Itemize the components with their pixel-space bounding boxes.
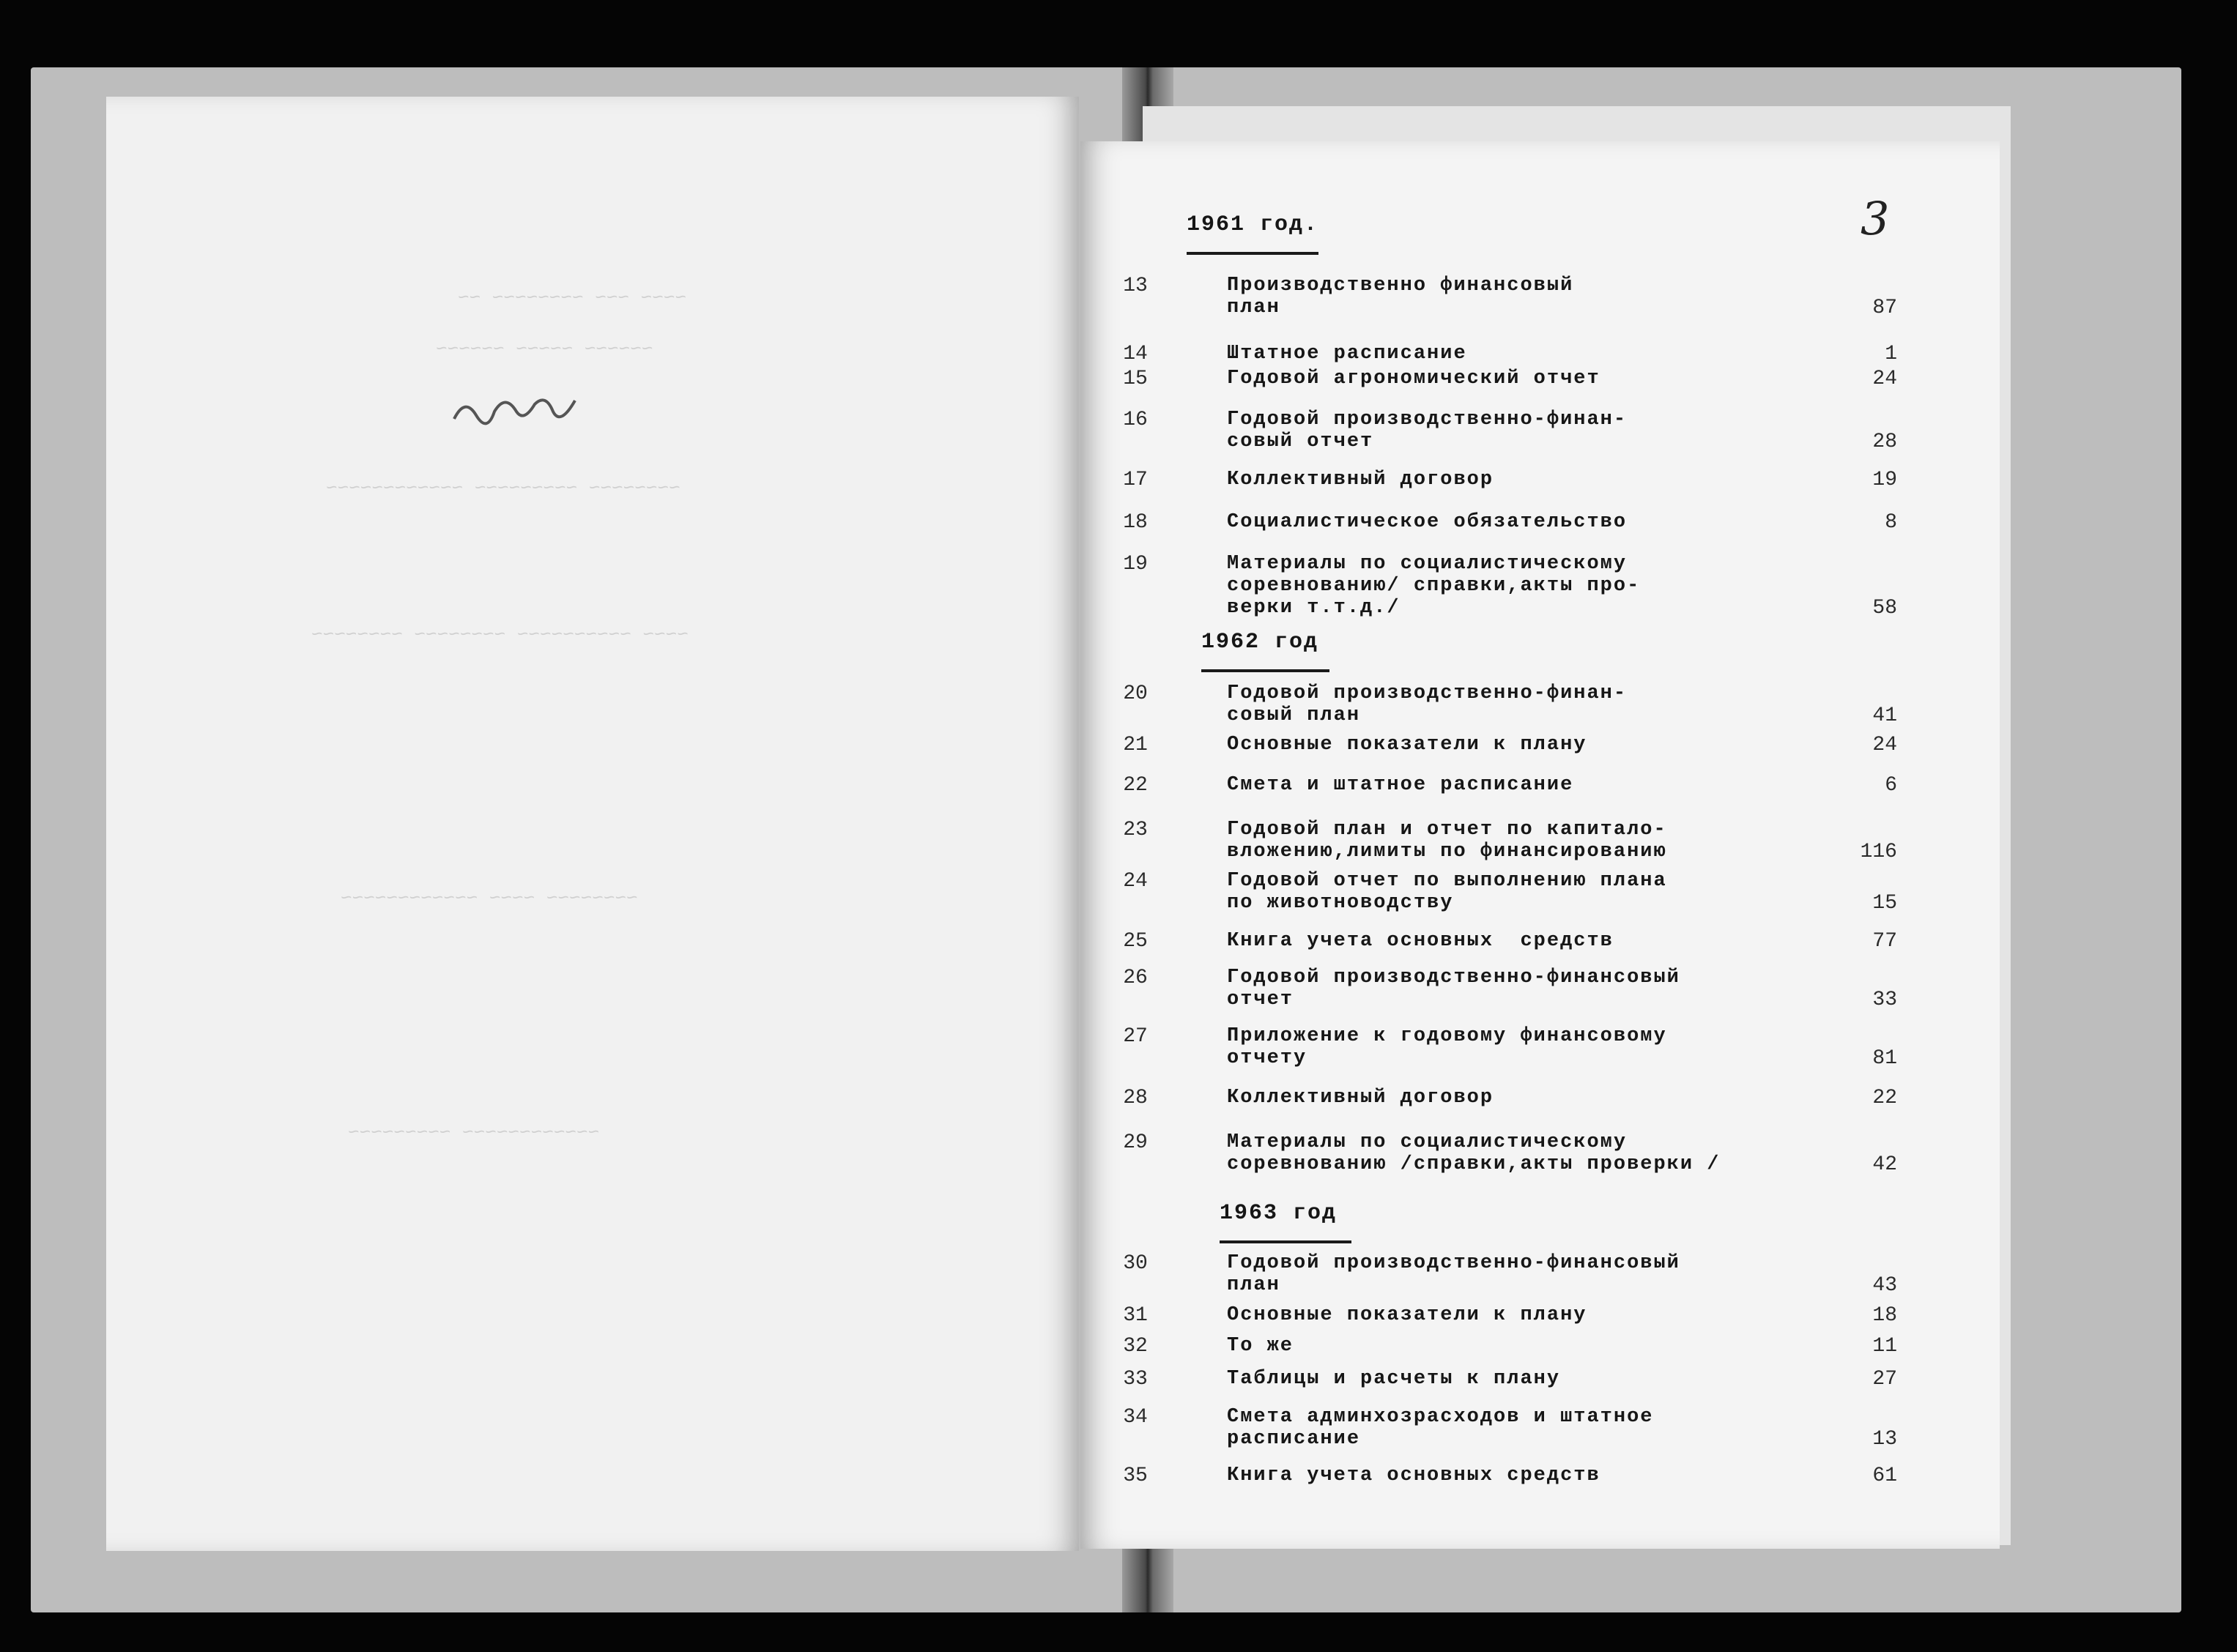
entry-title: Смета админхозрасходов и штатное расписание [1227,1406,1654,1450]
entry-title: Годовой производственно-финан- совый план [1227,682,1628,726]
entry-number: 13 [1123,275,1148,297]
entry-number: 15 [1123,368,1148,390]
entry-page-count: 116 [1860,841,1897,863]
entry-number: 34 [1123,1406,1148,1429]
entry-title: Социалистическое обязательство [1227,511,1628,533]
entry-number: 19 [1123,553,1148,576]
entry-number: 30 [1123,1252,1148,1275]
entry-number: 32 [1123,1335,1148,1358]
entry-page-count: 61 [1872,1465,1897,1487]
entry-number: 24 [1123,870,1148,893]
entry-page-count: 77 [1872,930,1897,953]
entry-page-count: 19 [1872,469,1897,491]
entry-title: Приложение к годовому финансовому отчету [1227,1025,1667,1069]
entry-page-count: 81 [1872,1047,1897,1070]
entry-title: Основные показатели к плану [1227,734,1587,756]
bleed-through-text: ~~~~~~~~ ~~~~ ~~~~~~~~~~~~ [341,888,638,909]
entry-page-count: 1 [1885,343,1897,365]
entry-page-count: 42 [1872,1153,1897,1176]
bleed-through-text: ~~~~~~ ~~~~~ ~~~~~~ [436,338,653,360]
entry-title: Годовой производственно-финан- совый отчет [1227,409,1628,453]
entry-number: 28 [1123,1087,1148,1109]
entry-page-count: 18 [1872,1304,1897,1327]
entry-number: 31 [1123,1304,1148,1327]
entry-title: Книга учета основных средств [1227,1465,1600,1487]
entry-title: Годовой план и отчет по капитало- вложению,лимиты по финансированию [1227,819,1667,863]
entry-title: Книга учета основных средств [1227,930,1614,952]
entry-title: Основные показатели к плану [1227,1304,1587,1326]
entry-title: Таблицы и расчеты к плану [1227,1368,1561,1390]
entry-page-count: 24 [1872,734,1897,756]
left-page [106,97,1079,1551]
entry-number: 25 [1123,930,1148,953]
entry-title: Производственно финансовый план [1227,275,1574,319]
entry-title: То же [1227,1335,1294,1357]
entry-number: 27 [1123,1025,1148,1048]
bleed-through-text: ~~~~ ~~~ ~~~~~~~~ ~~ [458,287,687,309]
bleed-through-text: ~~~~ ~~~~~~~~~~ ~~~~~~~~ ~~~~~~~~ [311,624,689,646]
entry-page-count: 87 [1872,297,1897,319]
entry-page-count: 33 [1872,989,1897,1011]
entry-page-count: 27 [1872,1368,1897,1391]
year-underline [1201,669,1329,672]
entry-title: Материалы по социалистическому соревнованию/ справки,акты про- верки т.т.д./ [1227,553,1641,619]
section-year-heading: 1963 год [1220,1201,1338,1226]
entry-page-count: 6 [1885,774,1897,797]
entry-title: Материалы по социалистическому соревнованию /справки,акты проверки / [1227,1131,1721,1175]
entry-number: 14 [1123,343,1148,365]
entry-number: 17 [1123,469,1148,491]
entry-title: Годовой агрономический отчет [1227,368,1600,390]
section-year-heading: 1961 год. [1187,212,1319,237]
entry-title: Коллективный договор [1227,469,1494,491]
entry-number: 18 [1123,511,1148,534]
entry-page-count: 15 [1872,892,1897,915]
entry-number: 20 [1123,682,1148,705]
entry-number: 22 [1123,774,1148,797]
entry-title: Смета и штатное расписание [1227,774,1574,796]
entry-page-count: 24 [1872,368,1897,390]
entry-number: 29 [1123,1131,1148,1154]
entry-number: 26 [1123,967,1148,989]
entry-page-count: 13 [1872,1428,1897,1451]
section-year-heading: 1962 год [1201,630,1319,655]
entry-number: 23 [1123,819,1148,841]
entry-title: Годовой отчет по выполнению плана по животноводству [1227,870,1667,914]
entry-number: 21 [1123,734,1148,756]
bleed-through-text: ~~~~~~~~ ~~~~~~~~~ ~~~~~~~~~~~~ [326,477,680,499]
entry-page-count: 43 [1872,1274,1897,1297]
entry-page-count: 41 [1872,704,1897,727]
entry-title: Штатное расписание [1227,343,1467,365]
entry-page-count: 28 [1872,431,1897,453]
bleed-through-text: ~~~~~~~~~~~~ ~~~~~~~~~ [348,1122,600,1144]
entry-number: 33 [1123,1368,1148,1391]
right-page [1080,141,2000,1549]
entry-title: Годовой производственно-финансовый отчет [1227,967,1680,1011]
entry-page-count: 11 [1872,1335,1897,1358]
entry-number: 16 [1123,409,1148,431]
folio-number: 3 [1861,192,1890,245]
entry-title: Коллективный договор [1227,1087,1494,1109]
year-underline [1220,1240,1351,1243]
entry-number: 35 [1123,1465,1148,1487]
entry-page-count: 58 [1872,597,1897,620]
entry-page-count: 8 [1885,511,1897,534]
signature-scribble [450,390,590,434]
entry-page-count: 22 [1872,1087,1897,1109]
year-underline [1187,252,1318,255]
entry-title: Годовой производственно-финансовый план [1227,1252,1680,1296]
